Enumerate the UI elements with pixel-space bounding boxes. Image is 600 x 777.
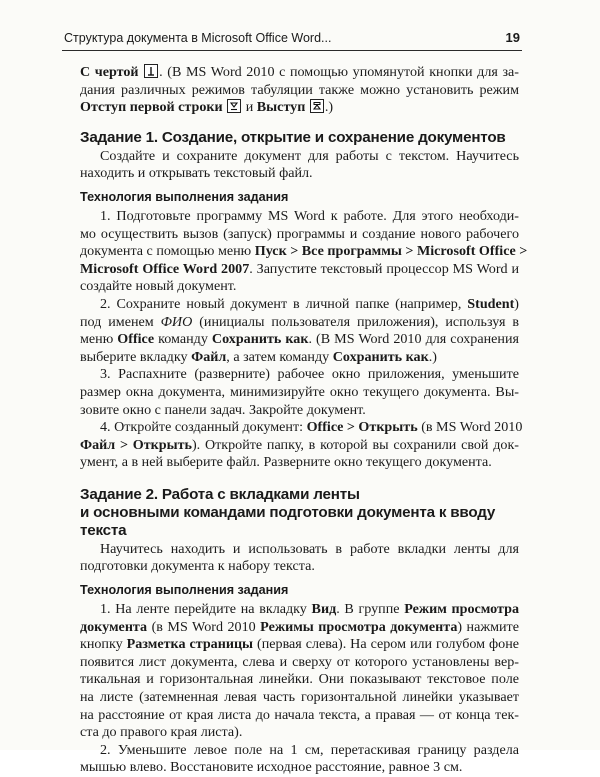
task1-tech-heading: Технология выполнения задания [80,189,289,204]
text-line: умент, а в ней выберите файл. Разверните окно текущего документа. [80,454,492,471]
bar-tab-icon [144,64,158,78]
task2-heading-line: Задание 2. Работа с вкладками ленты [80,485,360,503]
text-line: Отступ первой строки и Выступ .) [80,99,334,116]
text-line: создайте новый документ. [80,278,237,295]
task1-step4 [80,419,523,472]
task1-step3 [80,366,519,419]
text-line: на расстояние от края листа до начала текста, а правая — от конца тек- [80,706,519,723]
task2-heading-line: и основными командами подготовки документа к вводу текста [80,503,496,539]
text-line: на листе (затемненная левая часть горизонтальной линейки указывает [80,689,519,706]
text-line: размер окна документа, минимизируйте окно текущего документа. Вы- [80,383,519,400]
text-line: документа с помощью меню Пуск > Все программы > Microsoft Office > [80,243,528,260]
running-head [62,28,522,51]
text-line: Создайте и сохраните документ для работы с текстом. Научитесь [100,147,519,164]
text-line: 3. Распахните (разверните) рабочее окно приложения, уменьшите [100,366,519,383]
text-line: дания различных режимов табуляции также можно установить режим [80,81,519,98]
text-line: документа (в MS Word 2010 Режимы просмотра документа) нажмите [80,618,519,635]
page-number: 19 [505,30,520,45]
text-line: кнопку Разметка страницы (первая слева). На сером или голубом фоне [80,636,520,653]
text-line: мо осуществить вызов (запуск) программы и создание нового рабочего [80,225,519,242]
task1-step2 [80,296,519,366]
task2-description [80,541,519,576]
task1-description [80,148,519,183]
text-line: 1. На ленте перейдите на вкладку Вид. В группе Режим просмотра [100,601,520,618]
text-line: С чертой . (В MS Word 2010 с помощью упомянутой кнопки для за- [80,64,519,80]
text-line: Научитесь находить и использовать в работе вкладки ленты для [100,540,519,557]
running-head-title: Структура документа в Microsoft Office Word... [64,31,332,45]
task2-heading [80,486,519,540]
text-line: мышью влево. Восстановите исходное расстояние, равное 3 см. [80,759,463,776]
task2-step2 [80,742,519,777]
page-body [80,64,528,777]
text-line: Microsoft Office Word 2007. Запустите текстовый процессор MS Word и [80,260,519,277]
text-line: подготовки документа к набору текста. [80,558,315,575]
text-line: 4. Откройте созданный документ: Office > Открыть (в MS Word 2010 [100,419,523,436]
text-line: ста до правого края листа). [80,724,243,741]
task2-tech-heading: Технология выполнения задания [80,583,289,598]
task1-heading: Задание 1. Создание, открытие и сохранение документов [80,128,506,146]
intro-paragraph [80,64,519,117]
text-line: меню Office команду Сохранить как. (В MS Word 2010 для сохранения [80,331,519,348]
text-line: находить и открывать текстовый файл. [80,165,313,182]
first-line-indent-icon [227,99,241,113]
text-line: 2. Сохраните новый документ в личной папке (например, Student) [100,295,519,312]
text-line: 1. Подготовьте программу MS Word к работе. Для этого необходи- [100,207,519,224]
text-line: появится лист документа, слева и сверху от которого установлены вер- [80,653,519,670]
text-line: тикальная и горизонтальная линейки. Они показывают текстовое поле [80,671,519,688]
task1-step1 [80,207,528,296]
hanging-indent-icon [310,99,324,113]
text-line: Файл > Открыть). Откройте папку, в которой вы сохранили свой док- [80,436,519,453]
task2-step1 [80,601,519,742]
text-line: выберите вкладку Файл, а затем команду Сохранить как.) [80,348,437,365]
text-line: под именем ФИО (инициалы пользователя приложения), используя в [80,313,519,330]
text-line: зовите окно с панели задач. Закройте документ. [80,401,366,418]
text-line: 2. Уменьшите левое поле на 1 см, перетаскивая границу раздела [100,741,519,758]
